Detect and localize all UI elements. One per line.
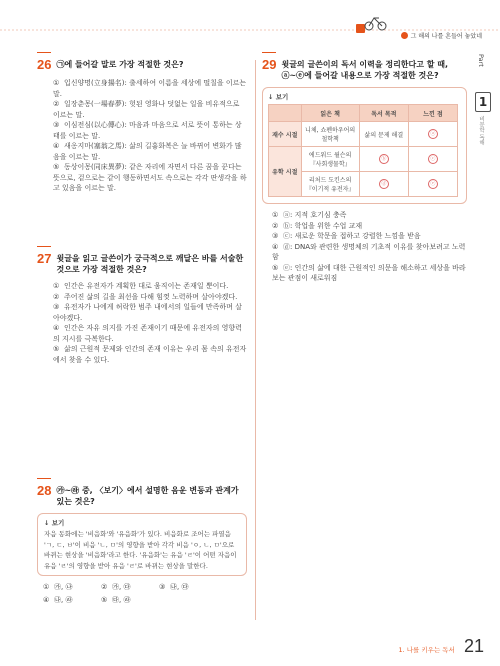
- option-marker: ④: [53, 142, 60, 150]
- option-text: ㉯, ㉰: [170, 583, 189, 591]
- box-title: ↓ 보기: [268, 93, 289, 101]
- option-marker: ③: [53, 303, 60, 311]
- option-text: ㉮, ㉰: [112, 583, 131, 591]
- option-marker: ②: [53, 292, 60, 301]
- option-marker: ①: [43, 583, 50, 591]
- option-text: 일장춘몽(一場春夢): 헛된 영화나 덧없는 일을 비유적으로 이르는 말.: [53, 100, 240, 119]
- question-26: [37, 52, 247, 194]
- option-5[interactable]: [272, 263, 467, 284]
- question-number: 27: [37, 251, 52, 266]
- option-5[interactable]: [101, 595, 159, 606]
- option-marker: ③: [272, 232, 279, 240]
- blank-marker-c: ⓒ: [428, 154, 438, 164]
- cell-feeling: [408, 172, 457, 197]
- option-text: 입신양명(立身揚名): 출세하여 이름을 세상에 떨칠을 이르는 말.: [53, 79, 247, 98]
- option-text: ⓐ: 지적 호기심 충족: [283, 211, 347, 219]
- question-text: 윗글의 글쓴이의 독서 이력을 정리한다고 할 때, ⓐ~ⓔ에 들어갈 내용으로 가장 적절한 것은?: [281, 60, 449, 80]
- table-header: 독서 목적: [359, 105, 408, 122]
- part-label: Part: [477, 54, 485, 67]
- page-number: 21: [463, 636, 484, 656]
- table-header: [269, 105, 302, 122]
- blank-marker-b: ⓑ: [379, 154, 389, 164]
- option-text: 새옹지마(塞翁之馬): 삶의 길흉화복은 늘 바뀌어 변화가 많음을 이르는 말.: [53, 142, 242, 161]
- option-2[interactable]: [53, 99, 247, 120]
- option-marker: ①: [53, 79, 60, 87]
- option-4[interactable]: [43, 595, 101, 606]
- option-marker: ③: [159, 583, 166, 591]
- footer-label: 1. 나를 키우는 독서: [398, 646, 455, 654]
- box-title: ↓ 보기: [44, 519, 65, 527]
- question-28: [37, 478, 247, 605]
- reading-history-table: [268, 104, 458, 197]
- cell-book: 에드워드 윌슨의 『사회생물학』: [301, 147, 359, 172]
- option-text: 이심전심(以心傳心): 마음과 마음으로 서로 뜻이 통하는 상태를 이르는 말.: [53, 121, 242, 140]
- part-tab: [471, 48, 500, 168]
- option-text: 인간은 유전자가 계획한 대로 움직이는 존재일 뿐이다.: [64, 282, 229, 290]
- option-text: 삶의 근원적 문제와 인간의 존재 이유는 우리 몸 속의 유전자에서 찾을 수 있다.: [53, 345, 247, 364]
- table-row: [269, 122, 458, 147]
- chapter-title: [401, 31, 482, 40]
- option-text: ⓔ: 인간의 삶에 대한 근원적인 의문을 해소하고 세상을 바라보는 관점이 새로워짐: [272, 263, 466, 282]
- option-marker: ④: [272, 242, 279, 251]
- option-5[interactable]: [53, 162, 247, 194]
- question-text: 윗글을 읽고 글쓴이가 궁극적으로 깨달은 바를 서술한 것으로 가장 적절한 것은?: [56, 254, 244, 274]
- question-marker: [37, 478, 51, 482]
- part-number: 1: [475, 92, 491, 112]
- row-group: 재수 시절: [269, 122, 302, 147]
- option-3[interactable]: [272, 231, 467, 242]
- option-5[interactable]: [53, 344, 247, 365]
- option-2[interactable]: [101, 582, 159, 593]
- option-2[interactable]: [53, 292, 247, 303]
- option-marker: ⑤: [101, 595, 108, 604]
- option-text: 인간은 자유 의지를 가진 존재이기 때문에 유전자의 영향력의 지시를 극복한다.: [53, 324, 242, 343]
- example-box: [262, 87, 467, 204]
- question-text: ㉠에 들어갈 말로 가장 적절한 것은?: [56, 60, 184, 69]
- box-title-text: 보기: [275, 93, 289, 101]
- option-text: ㉰, ㉱: [112, 595, 131, 604]
- option-text: 주어진 삶의 길을 최선을 다해 힘껏 노력하며 살아야겠다.: [64, 292, 238, 301]
- question-27: [37, 246, 247, 365]
- row-group: 유학 시절: [269, 147, 302, 197]
- bike-icon: [365, 18, 386, 30]
- option-text: ⓑ: 학업을 위한 수업 교재: [283, 221, 363, 230]
- blank-marker-e: ⓔ: [428, 179, 438, 189]
- question-29: [262, 52, 467, 284]
- question-number: 28: [37, 483, 52, 498]
- option-marker: ⑤: [53, 163, 60, 171]
- column-divider: [255, 60, 256, 620]
- blank-marker-d: ⓓ: [379, 179, 389, 189]
- box-title-text: 보기: [51, 519, 65, 527]
- cell-feeling: [408, 122, 457, 147]
- option-text: 동상이몽(同床異夢): 같은 자리에 자면서 다른 꿈을 꾼다는 뜻으로, 겉으로는 같이 행동하면서도 속으로는 각각 딴생각을 하고 있음을 이르는 말.: [53, 163, 247, 192]
- question-marker: [262, 52, 276, 56]
- option-marker: ①: [53, 282, 60, 290]
- option-4[interactable]: [53, 141, 247, 162]
- option-1[interactable]: [43, 582, 101, 593]
- table-row: [269, 147, 458, 172]
- option-text: 유전자가 나에게 허락한 범주 내에서의 일들에 만족하며 살아야겠다.: [53, 303, 242, 322]
- option-marker: ④: [43, 595, 50, 604]
- option-4[interactable]: [53, 323, 247, 344]
- option-text: ㉯, ㉱: [54, 595, 73, 604]
- option-marker: ②: [53, 100, 60, 108]
- option-marker: ③: [53, 121, 60, 129]
- option-marker: ⑤: [53, 345, 60, 353]
- cell-feeling: [408, 147, 457, 172]
- option-3[interactable]: [159, 582, 217, 593]
- option-1[interactable]: [272, 210, 467, 221]
- table-header-row: [269, 105, 458, 122]
- question-marker: [37, 246, 51, 250]
- option-4[interactable]: [272, 242, 467, 263]
- example-box: [37, 513, 247, 576]
- option-marker: ①: [272, 211, 279, 219]
- question-number: 26: [37, 57, 52, 72]
- chapter-text: 그 해의 나를 흔들어 놓았네: [410, 33, 482, 40]
- option-marker: ⑤: [272, 263, 279, 272]
- page-footer: [399, 636, 484, 657]
- cell-book: 니체, 쇼펜하우어의 철학책: [301, 122, 359, 147]
- cell-purpose: 삶의 문제 해결: [359, 122, 408, 147]
- option-2[interactable]: [272, 221, 467, 232]
- option-marker: ②: [272, 221, 279, 230]
- option-text: ⓓ: DNA와 관련한 생명체의 기초적 이유를 찾아보려고 노력함: [272, 242, 466, 261]
- option-marker: ④: [53, 324, 60, 332]
- option-1[interactable]: [53, 78, 247, 99]
- cell-purpose: [359, 147, 408, 172]
- blank-marker-a: ⓐ: [428, 129, 438, 139]
- option-3[interactable]: [53, 302, 247, 323]
- option-marker: ②: [101, 583, 108, 591]
- part-subtitle: 비문학 독해: [478, 116, 484, 146]
- question-text: ㉮~㉱ 중, 〈보기〉에서 설명한 음운 변동과 관계가 있는 것은?: [56, 486, 239, 506]
- option-text: ㉮, ㉯: [54, 583, 73, 591]
- bullet-icon: [401, 32, 408, 39]
- table-header: 느낀 점: [408, 105, 457, 122]
- table-header: 읽은 책: [301, 105, 359, 122]
- question-number: 29: [262, 57, 277, 72]
- option-text: ⓒ: 새로운 학문을 접하고 강렬한 느낌을 받음: [283, 232, 421, 240]
- cell-book: 리처드 도킨스의 『이기적 유전자』: [301, 172, 359, 197]
- box-text: 자음 동화에는 '비음화'와 '유음화'가 있다. 비음화로 조어는 파열음 'ㄱ, ㄷ, ㅂ'이 비음 'ㄴ, ㅁ'의 영향을 받아 각각 비음 'ㅇ, ㄴ, ㅁ'으로 바뀌는 현상을 '비음화'라고 한다. '유음화'는 유음 'ㄹ'이 어떤 자음이 유음 'ㄹ'의 영향을 받아 유음 'ㄹ'로 바뀌는 현상을 말한다.: [44, 530, 237, 570]
- option-3[interactable]: [53, 120, 247, 141]
- cell-purpose: [359, 172, 408, 197]
- question-marker: [37, 52, 51, 56]
- option-1[interactable]: [53, 281, 247, 292]
